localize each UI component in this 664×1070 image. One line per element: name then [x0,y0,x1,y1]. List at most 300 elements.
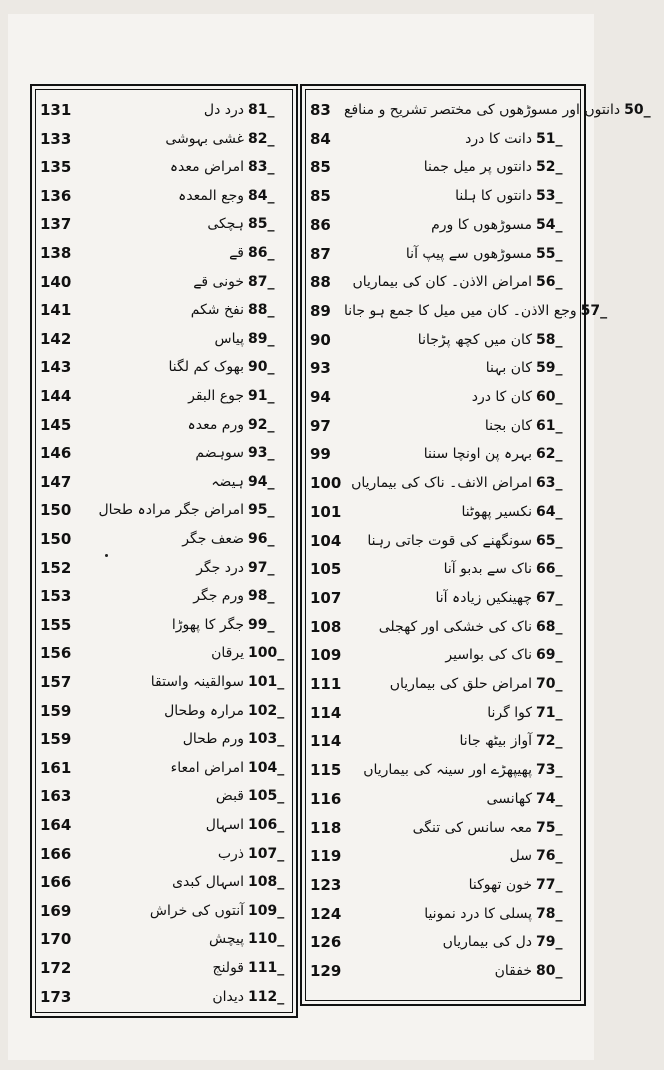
toc-entry [310,381,576,413]
page-number: 173 [40,987,72,1006]
page-number: 166 [40,873,72,892]
toc-entry [40,151,288,183]
toc-entry [40,609,288,641]
entry-title: دانت کا درد [465,130,532,147]
entry-title: غشی بہوشی [165,130,244,147]
entry-title: ورم معدہ [187,416,244,433]
toc-entry [310,955,576,987]
page-number: 114 [310,732,342,751]
toc-entry [40,809,288,841]
page-number: 84 [310,129,331,148]
entry-number: 56_ [536,274,563,291]
entry-title: اسہال کبدی [172,874,244,891]
toc-entry [40,123,288,155]
entry-number: 59_ [536,360,563,377]
page-number: 111 [310,675,342,693]
page-number: 93 [310,359,331,378]
entry-title: اسہال [205,817,244,833]
entry-title: کان میں کچھ پڑجانا [417,331,532,348]
page-number: 141 [40,301,72,320]
entry-text [344,274,576,290]
toc-entry [40,752,288,784]
entry-text [74,760,288,776]
entry-title: سوہضم [195,445,244,462]
entry-number: 108_ [248,874,285,891]
toc-entry [40,552,288,584]
page-number: 144 [40,387,72,405]
entry-text [344,647,576,663]
page-number: 143 [40,358,72,377]
entry-number: 103_ [248,731,285,748]
toc-entry [40,637,288,669]
page-number: 147 [40,472,72,491]
contents-column-left [30,84,298,1018]
page-number: 126 [310,933,342,952]
toc-entry [310,668,576,700]
entry-text [344,533,576,549]
entry-number: 73_ [536,762,563,779]
entry-text [344,332,576,348]
page-number: 150 [40,530,72,548]
toc-entry [40,666,288,698]
entry-text [74,874,288,890]
entry-number: 67_ [536,589,563,606]
entry-number: 53_ [536,188,563,205]
entry-text [74,302,288,318]
entry-number: 55_ [536,245,563,262]
entry-number: 110_ [248,931,285,948]
page-number: 135 [40,158,72,177]
entry-number: 98_ [248,588,275,605]
entry-text [74,960,288,976]
entry-text [344,877,576,893]
page-number: 86 [310,215,331,234]
entry-title: ذرب [217,845,244,862]
page-number: 115 [310,761,342,780]
entry-title: دانتوں اور مسوڑھوں کی مختصر تشریح و منافع [344,102,621,118]
entry-title: پیچش [208,931,244,948]
entry-number: 109_ [248,902,285,919]
entry-text [74,788,288,804]
page-number: 138 [40,244,72,262]
entry-title: سونگھنے کی قوت جاتی رہنا [367,532,532,549]
page-number: 137 [40,215,72,234]
entry-number: 61_ [536,417,563,434]
entry-number: 104_ [248,759,285,776]
entry-number: 83_ [248,159,275,176]
entry-number: 105_ [248,788,285,805]
entry-text [74,931,288,947]
entry-title: خفقان [494,963,532,979]
page-number: 161 [40,758,72,777]
entry-text [344,475,576,491]
entry-number: 111_ [248,960,285,976]
entry-number: 79_ [536,934,563,951]
entry-title: ناک سے بدبو آنا [443,561,532,578]
entry-text [344,131,576,147]
toc-entry [40,94,288,126]
entry-text [344,848,576,864]
entry-title: سل [509,848,532,865]
entry-number: 81_ [248,102,275,118]
toc-entry [40,294,288,326]
entry-text [344,418,576,434]
toc-entry [40,895,288,927]
page-number: 90 [310,330,331,349]
page-number: 123 [310,875,342,894]
entry-number: 107_ [248,845,285,862]
entry-number: 50_ [624,102,651,118]
entry-number: 64_ [536,503,563,520]
page-number: 163 [40,787,72,806]
entry-number: 112_ [248,988,285,1005]
page-number: 155 [40,615,72,634]
toc-entry [310,812,576,844]
entry-text [344,446,576,462]
entry-title: آواز بیٹھ جانا [459,733,532,750]
page-number: 157 [40,673,72,691]
entry-text [74,846,288,862]
entry-number: 72_ [536,733,563,750]
entry-title: نکسیر پھوٹنا [461,503,532,520]
entry-title: جوع البقر [188,388,244,404]
page-number: 124 [310,904,342,923]
entry-title: امراض امعاء [170,759,244,776]
page-number: 119 [310,847,342,866]
entry-text [344,303,621,319]
toc-entry [310,180,576,212]
toc-entry [310,94,651,126]
entry-title: امراض جگر مرادہ طحال [98,502,244,519]
entry-number: 52_ [536,159,563,176]
entry-text [344,733,576,749]
toc-entry [310,238,576,270]
toc-entry [310,725,576,757]
toc-entry [310,639,576,671]
entry-title: وجع الاذن۔ کان میں میل کا جمع ہو جانا [344,302,577,319]
page-number: 159 [40,730,72,749]
entry-number: 87_ [248,273,275,290]
toc-entry [40,266,288,298]
entry-text [74,274,288,290]
entry-title: خون تھوکنا [468,876,532,893]
entry-number: 74_ [536,790,563,807]
entry-number: 101_ [248,674,285,690]
entry-text [74,102,288,118]
book-page [8,14,651,1060]
page-number: 142 [40,329,72,348]
toc-entry [310,410,576,442]
toc-entry [310,697,576,729]
entry-text [74,445,288,461]
page-number: 152 [40,558,72,577]
entry-number: 88_ [248,302,275,319]
entry-title: یرقان [211,645,244,662]
entry-number: 82_ [248,130,275,147]
entry-text [344,217,576,233]
entry-title: کوا گرنا [487,704,532,721]
toc-entry [310,438,576,470]
entry-title: کان بہنا [485,360,532,377]
entry-number: 95_ [248,502,275,519]
entry-title: امراض الانف۔ ناک کی بیماریاں [351,475,532,492]
page-number: 100 [310,474,342,493]
entry-number: 96_ [248,531,275,547]
toc-entry [310,525,576,557]
entry-text [74,359,288,375]
page-number: 85 [310,158,331,177]
page-number: 118 [310,818,342,837]
toc-entry [40,237,288,269]
entry-title: مسوڑھوں کا ورم [431,216,532,233]
entry-title: ورم جگر [193,588,244,605]
page-number: 114 [310,703,342,722]
entry-title: ضعف جگر [182,531,244,547]
entry-title: امراض الاذن۔ کان کی بیماریاں [352,274,532,291]
entry-title: سوالقینہ واستقا [150,674,244,690]
toc-entry [310,754,576,786]
entry-text [344,246,576,262]
entry-number: 77_ [536,876,563,893]
entry-text [74,531,288,547]
toc-entry [310,151,576,183]
entry-number: 97_ [248,559,275,576]
entry-number: 62_ [536,446,563,463]
entry-title: پیاس [214,330,244,347]
entry-number: 63_ [536,475,563,492]
entry-title: دانتوں کا ہلنا [455,188,532,205]
entry-number: 84_ [248,187,275,204]
toc-entry [310,352,576,384]
entry-number: 65_ [536,532,563,549]
entry-number: 68_ [536,618,563,635]
entry-title: وجع المعدہ [178,187,244,204]
toc-entry [40,523,288,555]
entry-title: پسلی کا درد نمونیا [424,905,532,922]
entry-number: 86_ [248,245,275,261]
toc-entry [310,611,576,643]
toc-entry [310,496,576,528]
entry-number: 60_ [536,389,563,405]
entry-text [344,934,576,950]
entry-text [344,159,576,175]
page-number: 146 [40,444,72,463]
toc-entry [310,324,576,356]
page-number: 105 [310,560,342,579]
entry-text [74,417,288,433]
entry-text [74,216,288,232]
entry-number: 78_ [536,905,563,922]
toc-entry [40,180,288,212]
entry-text [74,588,288,604]
toc-entry [40,723,288,755]
entry-number: 99_ [248,616,275,633]
entry-title: خونی قے [193,273,244,290]
entry-title: ہیضہ [211,473,244,490]
toc-entry [40,580,288,612]
entry-number: 90_ [248,359,275,376]
entry-text [74,674,288,690]
page-number: 101 [310,502,342,521]
toc-entry [40,323,288,355]
page-number: 140 [40,272,72,291]
page-number: 170 [40,930,72,949]
entry-number: 91_ [248,388,275,404]
toc-entry [40,952,288,984]
entry-text [74,989,288,1005]
entry-number: 76_ [536,848,563,865]
page-number: 172 [40,959,72,977]
page-number: 166 [40,844,72,863]
page-number: 99 [310,445,331,464]
page-number: 89 [310,301,331,320]
entry-number: 80_ [536,963,563,979]
entry-title: درد جگر [196,559,244,576]
entry-text [344,906,576,922]
entry-title: کان کا درد [471,389,532,405]
toc-entry [310,123,576,155]
toc-entry [40,494,288,526]
entry-number: 106_ [248,817,285,833]
toc-entry [40,466,288,498]
toc-entry [40,695,288,727]
toc-entry [310,467,576,499]
entry-title: بہرہ پن اونچا سننا [423,446,532,463]
entry-text [344,820,576,836]
page-number: 88 [310,273,331,292]
page-number: 131 [40,101,72,119]
entry-text [74,703,288,719]
entry-text [74,331,288,347]
entry-number: 69_ [536,647,563,664]
page-number: 156 [40,644,72,663]
entry-title: قولنج [212,960,244,976]
toc-entry [310,553,576,585]
entry-text [74,388,288,404]
entry-text [344,590,576,606]
entry-text [74,645,288,661]
entry-text [74,903,288,919]
toc-entry [40,866,288,898]
page-number: 153 [40,587,72,606]
entry-title: دانتوں پر میل جمنا [423,159,532,176]
entry-number: 71_ [536,704,563,721]
toc-entry [40,780,288,812]
page-number: 87 [310,244,331,263]
page-number: 145 [40,415,72,434]
entry-title: دل کی بیماریاں [442,934,532,951]
toc-entry [40,380,288,412]
page-number: 94 [310,388,331,406]
toc-entry [310,295,608,327]
toc-entry [40,208,288,240]
entry-number: 51_ [536,130,563,147]
entry-text [344,360,576,376]
toc-entry [40,838,288,870]
entry-text [74,817,288,833]
entry-number: 66_ [536,561,563,578]
entry-text [344,705,576,721]
page-number: 104 [310,531,342,550]
entry-number: 58_ [536,331,563,348]
page-number: 108 [310,617,342,636]
entry-title: نفخ شکم [190,302,244,319]
entry-title: مرارہ وطحال [164,702,244,719]
ink-dot [105,554,108,557]
entry-title: معہ سانس کی تنگی [412,819,532,836]
entry-text [74,188,288,204]
page-number: 150 [40,501,72,520]
entry-text [344,102,664,118]
page-number: 85 [310,187,331,206]
toc-entry [310,783,576,815]
entry-text [74,617,288,633]
entry-title: امراض معدہ [169,159,244,176]
entry-title: ناک کی خشکی اور کھجلی [378,618,532,635]
entry-number: 100_ [248,645,285,662]
toc-entry [310,898,576,930]
entry-text [344,504,576,520]
entry-number: 92_ [248,416,275,433]
entry-title: جگر کا پھوڑا [171,616,244,633]
toc-entry [310,582,576,614]
toc-entry [40,437,288,469]
entry-text [344,963,576,979]
entry-title: قبض [215,788,244,805]
entry-number: 93_ [248,445,275,462]
entry-title: دیدان [212,988,244,1005]
toc-entry [310,926,576,958]
entry-title: ناک کی بواسیر [445,647,532,664]
entry-number: 75_ [536,819,563,836]
toc-entry [40,351,288,383]
entry-text [74,731,288,747]
entry-number: 89_ [248,330,275,347]
entry-text [344,676,576,692]
page-number: 107 [310,588,342,607]
toc-entry [40,981,288,1013]
entry-number: 102_ [248,702,285,719]
entry-title: کھانسی [486,790,532,807]
entry-title: ورم طحال [182,731,244,748]
entry-number: 57_ [580,302,608,319]
entry-text [74,474,288,490]
entry-text [74,159,288,175]
toc-entry [310,209,576,241]
entry-text [74,245,288,261]
page-number: 164 [40,816,72,834]
entry-text [344,619,576,635]
page-number: 97 [310,416,331,435]
page-number: 116 [310,789,342,808]
toc-entry [40,923,288,955]
entry-title: کان بجنا [484,417,532,434]
entry-text [344,561,576,577]
entry-number: 54_ [536,216,563,233]
toc-entry [310,266,576,298]
page-number: 169 [40,901,72,920]
toc-entry [310,840,576,872]
entry-title: آنتوں کی خراش [149,902,244,919]
toc-entry [310,869,576,901]
entry-text [344,762,576,778]
entry-text [74,502,288,518]
entry-title: پھیپھڑے اور سینہ کی بیماریاں [363,762,532,779]
entry-title: قے [229,245,244,261]
entry-title: چھینکیں زیادہ آنا [435,589,532,606]
page-number: 133 [40,129,72,148]
entry-number: 70_ [536,676,563,692]
